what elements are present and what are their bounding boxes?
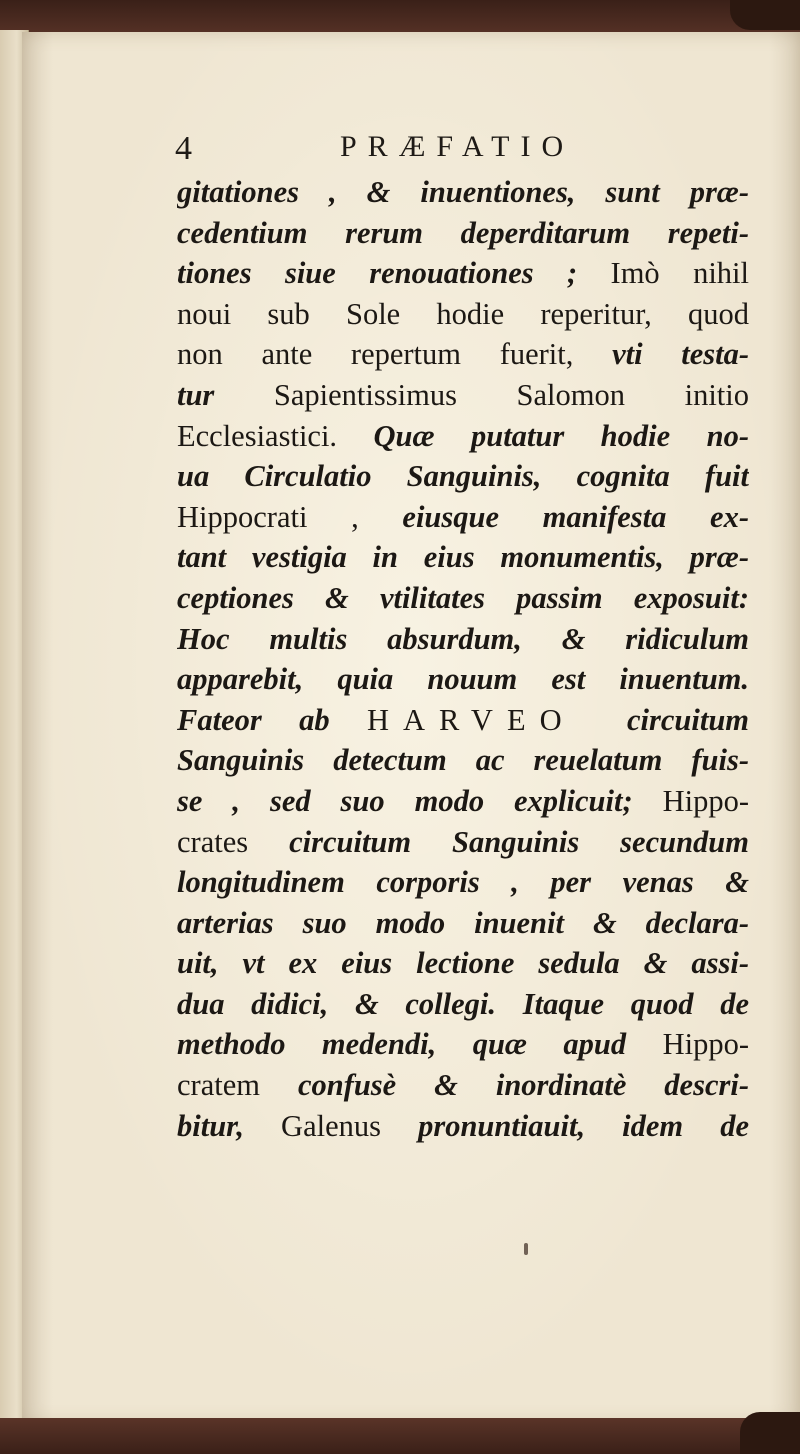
- text-segment: Hoc multis absurdum, & ridiculum: [177, 621, 749, 656]
- text-segment: vti testa-: [612, 337, 749, 372]
- text-segment: tur: [177, 377, 274, 412]
- text-segment: noui sub Sole hodie reperitur, quod: [177, 296, 749, 331]
- text-line: [177, 1024, 749, 1065]
- text-segment: apparebit, quia nouum est inuentum.: [177, 662, 749, 697]
- text-line: [177, 984, 749, 1025]
- text-segment: Quæ putatur hodie no-: [373, 418, 749, 453]
- book-corner-bottom: [740, 1412, 800, 1454]
- text-line: [177, 456, 749, 497]
- text-segment: cratem: [177, 1068, 298, 1103]
- text-segment: uit, vt ex eius lectione sedula & assi-: [177, 946, 749, 981]
- text-segment: Galenus: [281, 1108, 419, 1143]
- text-line: [177, 334, 749, 375]
- running-head: PRÆFATIO: [340, 130, 575, 163]
- text-line: [177, 375, 749, 416]
- ink-spot: [524, 1243, 528, 1255]
- text-segment: Hippo-: [662, 1027, 749, 1062]
- text-segment: cedentium rerum deperditarum repeti-: [177, 215, 749, 250]
- text-line: [177, 659, 749, 700]
- text-segment: se , sed suo modo explicuit;: [177, 783, 663, 818]
- text-segment: bitur,: [177, 1108, 282, 1143]
- text-segment: Sanguinis detectum ac reuelatum fuis-: [177, 743, 749, 778]
- text-line: [177, 822, 749, 863]
- text-line: [177, 903, 749, 944]
- text-line: [177, 862, 749, 903]
- text-line: [177, 497, 749, 538]
- text-segment: longitudinem corporis , per venas &: [177, 865, 749, 900]
- text-segment: confusè & inordinatè descri-: [297, 1068, 749, 1103]
- page-header: [175, 130, 755, 170]
- text-line: [177, 740, 749, 781]
- text-segment: Hippo-: [662, 783, 749, 818]
- text-segment: Imò nihil: [610, 256, 749, 291]
- text-line: [177, 416, 749, 457]
- text-line: [177, 781, 749, 822]
- text-segment: ua Circulatio Sanguinis, cognita fuit: [177, 459, 749, 494]
- text-segment: HARVEO: [366, 702, 627, 737]
- book-corner-top: [730, 0, 800, 30]
- text-segment: Ecclesiastici.: [177, 418, 374, 453]
- text-segment: eiusque manifesta ex-: [402, 499, 749, 534]
- text-line: [177, 943, 749, 984]
- text-segment: non ante repertum fuerit,: [177, 337, 613, 372]
- text-segment: crates: [177, 824, 290, 859]
- text-segment: Fateor ab: [177, 702, 367, 737]
- text-segment: arterias suo modo inuenit & declara-: [177, 905, 749, 940]
- text-segment: pronuntiauit, idem de: [418, 1108, 749, 1143]
- text-segment: methodo medendi, quæ apud: [177, 1027, 663, 1062]
- page-number: 4: [175, 130, 192, 167]
- text-line: [177, 294, 749, 335]
- text-line: [177, 213, 749, 254]
- text-line: [177, 1106, 749, 1147]
- book-cover-bottom: [0, 1418, 800, 1454]
- body-text: [177, 172, 749, 1146]
- text-line: [177, 578, 749, 619]
- text-line: [177, 172, 749, 213]
- text-line: [177, 1065, 749, 1106]
- text-segment: ceptiones & vtilitates passim exposuit:: [177, 580, 749, 615]
- text-line: [177, 537, 749, 578]
- text-segment: tiones siue renouationes ;: [177, 256, 611, 291]
- text-segment: dua didici, & collegi. Itaque quod de: [177, 986, 749, 1021]
- text-line: [177, 700, 749, 741]
- text-segment: gitationes , & inuentiones, sunt præ-: [177, 175, 749, 209]
- text-line: [177, 619, 749, 660]
- text-segment: Hippocrati ,: [177, 499, 403, 534]
- text-segment: circuitum: [626, 702, 749, 737]
- text-line: [177, 253, 749, 294]
- text-segment: circuitum Sanguinis secundum: [289, 824, 749, 859]
- text-segment: Sapientissimus Salomon initio: [273, 377, 749, 412]
- text-segment: tant vestigia in eius monumentis, præ-: [177, 540, 749, 575]
